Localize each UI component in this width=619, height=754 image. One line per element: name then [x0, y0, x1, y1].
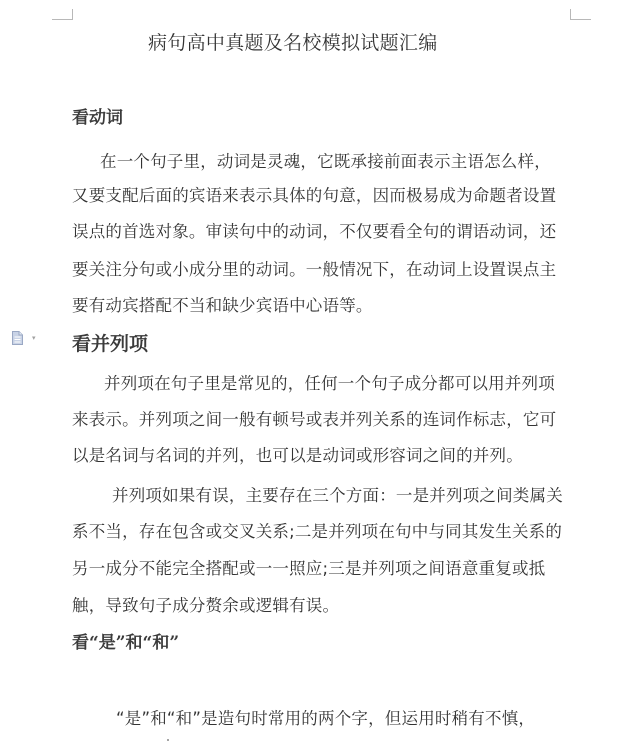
- section-heading-parallel-items: 看并列项: [72, 333, 149, 355]
- page-corner-marker-top-left: [52, 9, 73, 20]
- paragraph-line: 触，导致句子成分赘余或逻辑有误。: [72, 596, 340, 615]
- section-heading-shi-and-he: 看“是”和“和”: [72, 633, 180, 653]
- paragraph-line: 并列项如果有误，主要存在三个方面：一是并列项之间类属关: [112, 486, 563, 505]
- document-title: 病句高中真题及名校模拟试题汇编: [148, 32, 438, 54]
- paragraph-line: 又要支配后面的宾语来表示具体的句意，因而极易成为命题者设置: [72, 186, 557, 205]
- section-heading-verbs: 看动词: [72, 108, 123, 128]
- paragraph-line: 另一成分不能完全搭配或一一照应;三是并列项之间语意重复或抵: [72, 559, 546, 578]
- paragraph-line: 误点的首选对象。审读句中的动词，不仅要看全句的谓语动词，还: [72, 222, 557, 241]
- paragraph-line: 在一个句子里，动词是灵魂，它既承接前面表示主语怎么样，: [100, 152, 551, 171]
- paragraph-line: 要关注分句或小成分里的动词。一般情况下，在动词上设置误点主: [72, 260, 557, 279]
- document-icon[interactable]: [12, 330, 23, 344]
- paragraph-line: 来表示。并列项之间一般有顿号或表并列关系的连词作标志，它可: [72, 410, 557, 429]
- paragraph-line: 系不当，存在包含或交叉关系;二是并列项在句中与同其发生关系的: [72, 522, 563, 541]
- stray-mark: [167, 739, 169, 741]
- paragraph-line: 并列项在句子里是常见的，任何一个句子成分都可以用并列项: [104, 374, 555, 393]
- paragraph-line: 以是名词与名词的并列，也可以是动词或形容词之间的并列。: [72, 446, 523, 465]
- chevron-down-icon[interactable]: ▾: [32, 334, 36, 342]
- page-corner-marker-top-right: [570, 9, 591, 20]
- paragraph-line: “是”和“和”是造句时常用的两个字，但运用时稍有不慎，: [116, 709, 536, 728]
- paragraph-line: 要有动宾搭配不当和缺少宾语中心语等。: [72, 296, 373, 315]
